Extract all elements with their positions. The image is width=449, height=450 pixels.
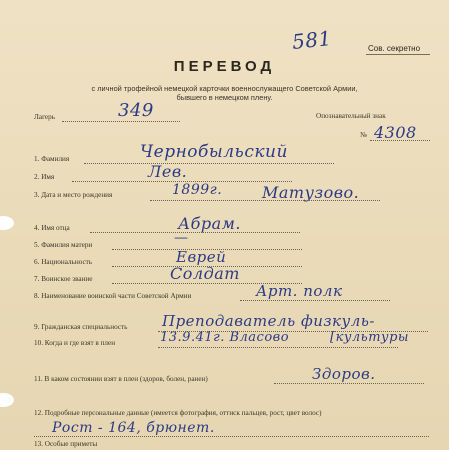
field-rank-label: 7. Воинское звание [34, 275, 93, 283]
subtitle-line-1: с личной трофейной немецкой карточки военнослужащего Советской Армии, [91, 84, 358, 93]
field-condition-line [274, 383, 424, 384]
field-profession-value: Преподаватель физкуль- [162, 312, 375, 330]
field-rank-value: Солдат [170, 264, 240, 283]
field-details-label: 12. Подробные персональные данные (имеется фотография, оттиск пальцев, рост, цвет волос) [34, 409, 322, 417]
field-mother-value: — [174, 230, 189, 246]
field-condition-value: Здоров. [312, 365, 376, 383]
page-title: ПЕРЕВОД [173, 58, 276, 75]
field-father-label: 4. Имя отца [34, 224, 70, 232]
field-condition-label: 11. В каком состоянии взят в плен (здоров, болен, ранен) [34, 375, 208, 383]
camp-label: Лагерь [34, 113, 55, 121]
field-surname-label: 1. Фамилия [34, 155, 70, 163]
field-unit-line [240, 300, 390, 301]
camp-line [62, 121, 180, 122]
field-nationality-value: Еврей [176, 248, 227, 266]
field-birth-year: 1899г. [172, 182, 223, 198]
field-details-value: Рост - 164, брюнет. [52, 420, 215, 436]
field-name-label: 2. Имя [34, 173, 55, 181]
field-birth-line [150, 200, 380, 201]
field-father-value: Абрам. [178, 214, 242, 233]
field-birth-place: Матузово. [262, 183, 360, 202]
field-unit-label: 8. Наименование воинской части Советской Армии [34, 292, 192, 300]
field-capture-line [158, 347, 398, 348]
tag-line [370, 140, 430, 141]
field-profession-continuation: [культуры [330, 330, 410, 345]
secrecy-underline [366, 54, 430, 55]
field-surname-line [84, 163, 334, 164]
archive-number: 581 [290, 25, 333, 55]
field-surname-value: Чернобыльский [140, 142, 288, 162]
tag-label: Опознавательный знак [316, 112, 386, 120]
field-nationality-label: 6. Национальность [34, 258, 93, 266]
field-capture-value: 13.9.41г. Власово [160, 330, 290, 345]
field-details-line [34, 436, 429, 437]
field-mother-label: 5. Фамилия матери [34, 241, 93, 249]
field-unit-value: Арт. полк [256, 282, 343, 300]
tag-value: 4308 [374, 123, 417, 142]
field-capture-label: 10. Когда и где взят в плен [34, 339, 116, 347]
field-father-line [90, 232, 300, 233]
subtitle-line-2: бывшего в немецком плену. [176, 93, 273, 102]
field-name-value: Лев. [148, 162, 188, 181]
field-profession-label: 9. Гражданская специальность [34, 323, 128, 331]
field-marks-label: 13. Особые приметы [34, 440, 98, 448]
camp-value: 349 [118, 100, 154, 121]
tag-no-label: № [360, 131, 367, 139]
field-birth-label: 3. Дата и место рождения [34, 191, 113, 199]
secrecy-stamp: Сов. секретно [368, 44, 421, 53]
